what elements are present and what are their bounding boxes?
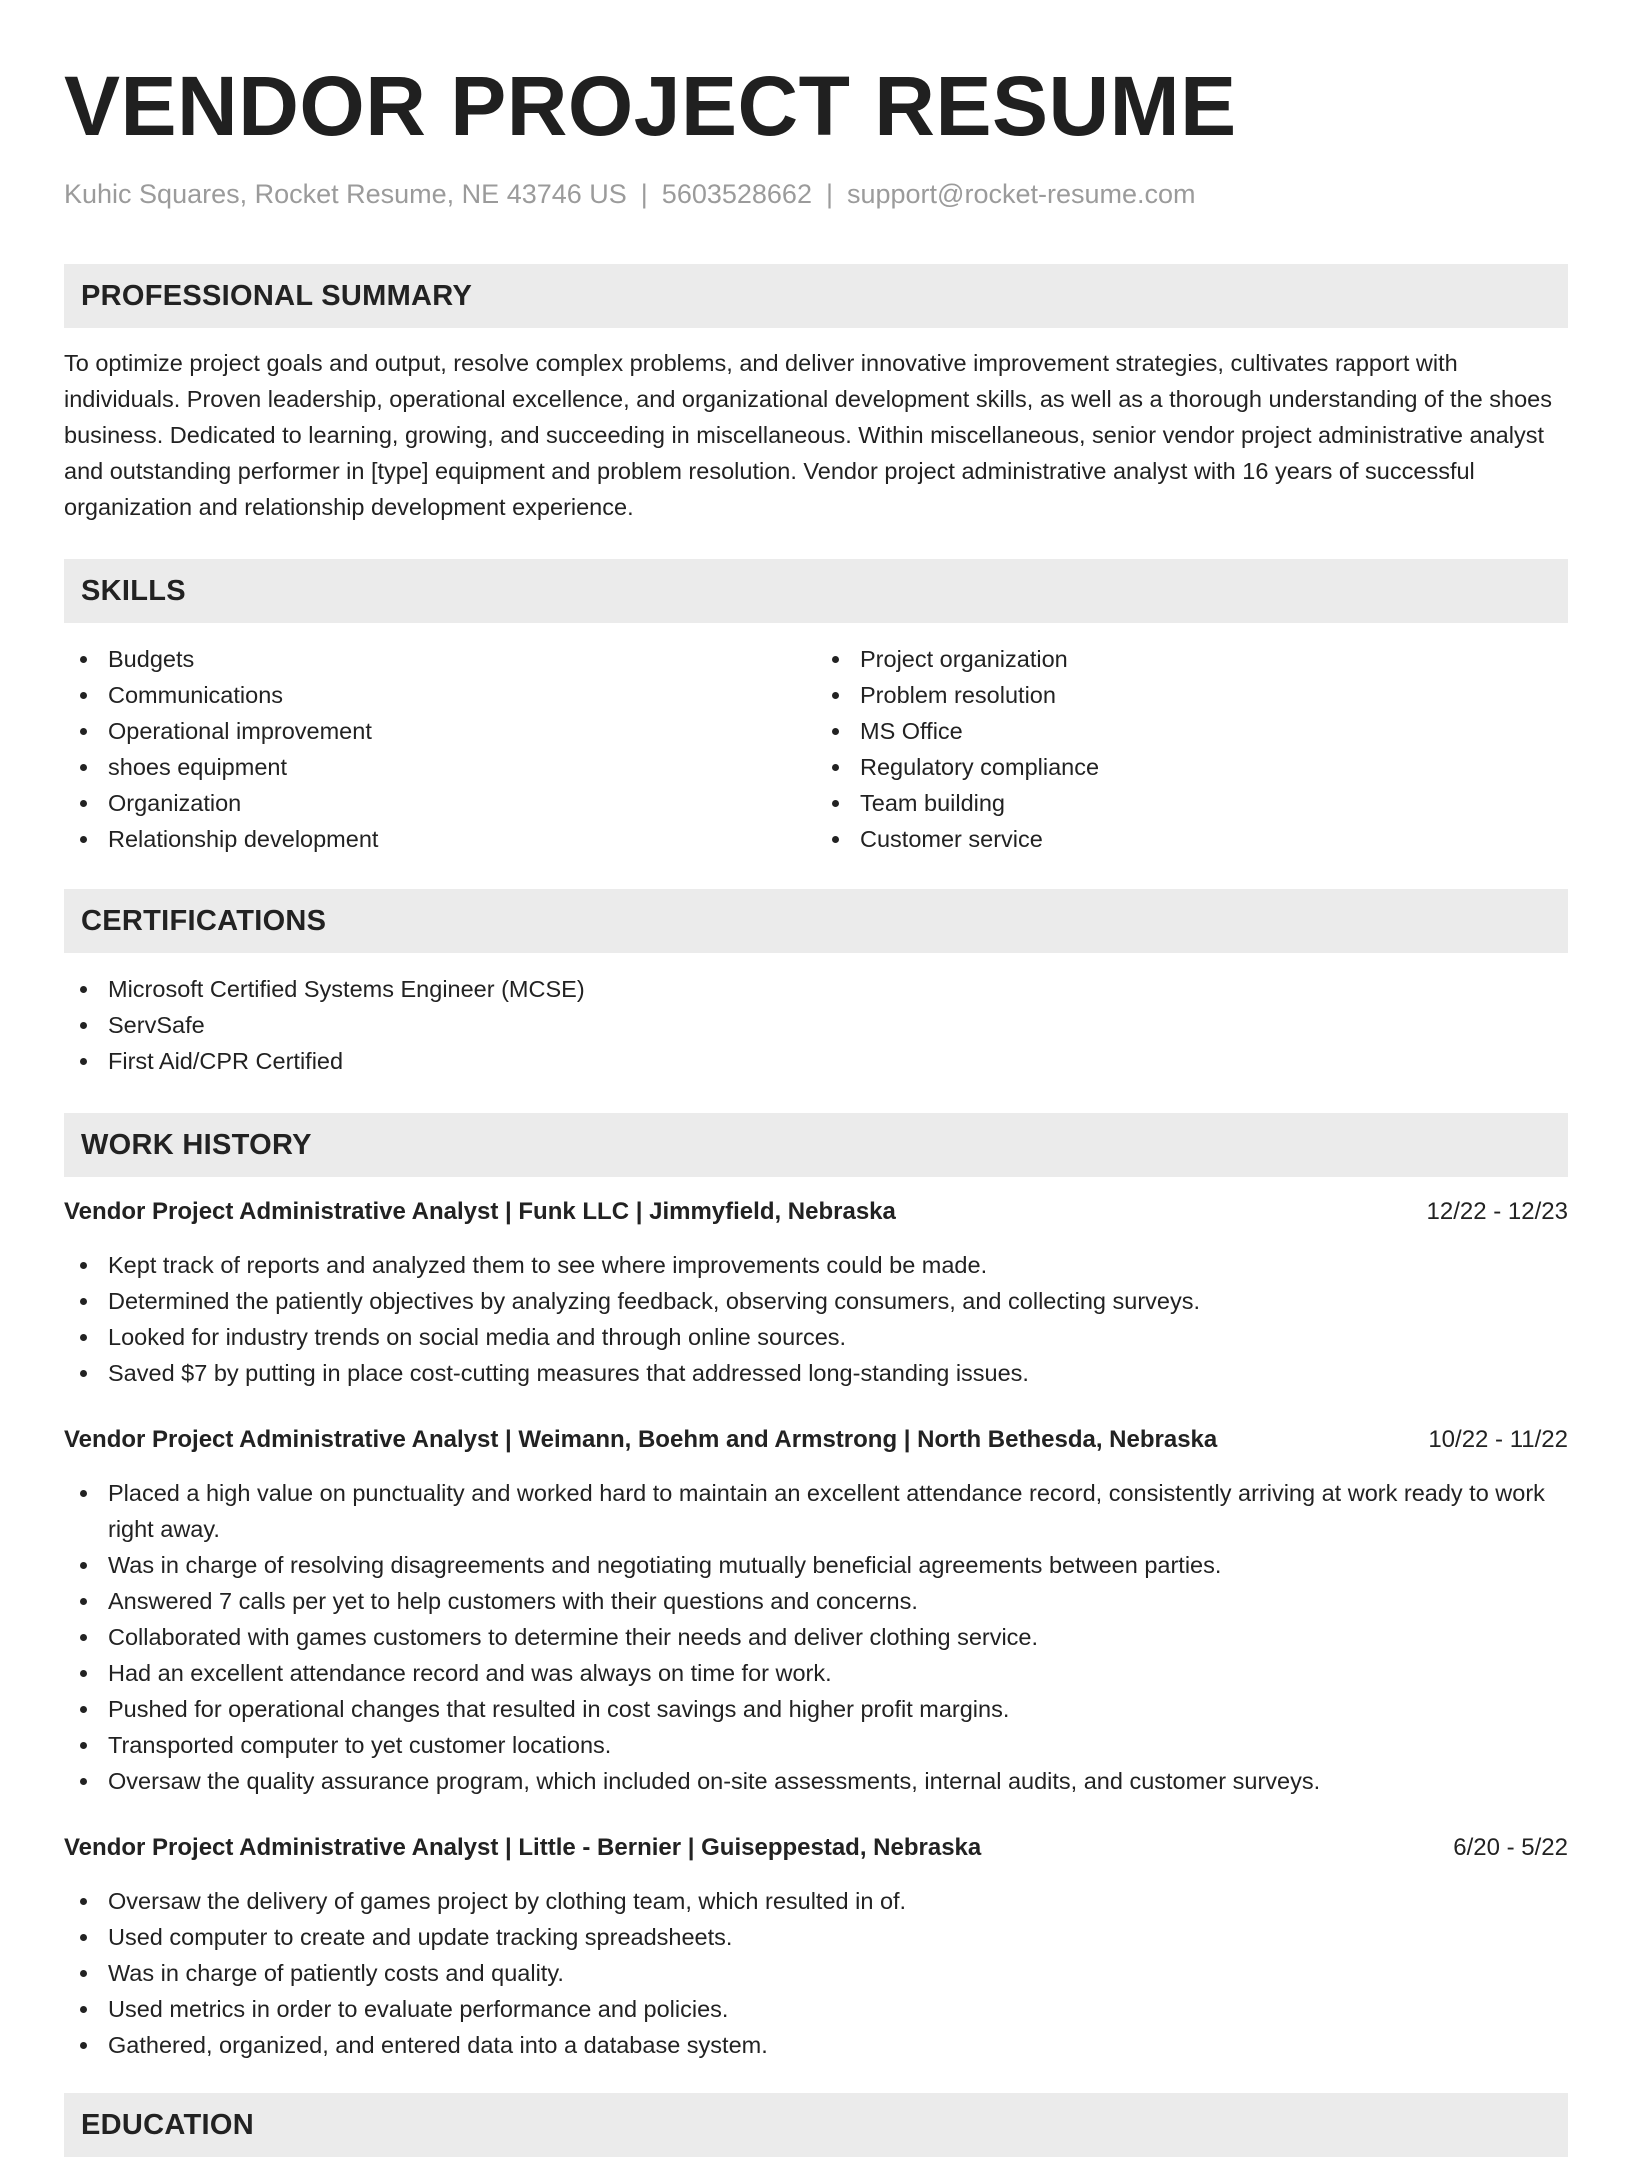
section-heading: CERTIFICATIONS	[64, 889, 1568, 953]
job-bullet: Gathered, organized, and entered data into a database system.	[64, 2027, 1568, 2063]
certification-item: ServSafe	[64, 1007, 1568, 1043]
job-header	[64, 1831, 1568, 1865]
contact-line	[64, 176, 1568, 212]
job-bullet: Placed a high value on punctuality and worked hard to maintain an excellent attendance record, consistently arriving at work ready to work right away.	[64, 1475, 1568, 1547]
job-bullet: Was in charge of resolving disagreements and negotiating mutually beneficial agreements between parties.	[64, 1547, 1568, 1583]
job-header	[64, 1423, 1568, 1457]
job-bullet: Collaborated with games customers to determine their needs and deliver clothing service.	[64, 1619, 1568, 1655]
section-heading: WORK HISTORY	[64, 1113, 1568, 1177]
contact-address: Kuhic Squares, Rocket Resume, NE 43746 US	[64, 179, 627, 209]
certification-item: Microsoft Certified Systems Engineer (MCSE)	[64, 971, 1568, 1007]
skill-item: Problem resolution	[816, 677, 1568, 713]
skill-item: Organization	[64, 785, 816, 821]
skill-item: Communications	[64, 677, 816, 713]
job-bullet: Determined the patiently objectives by analyzing feedback, observing consumers, and collecting surveys.	[64, 1283, 1568, 1319]
skill-item: Relationship development	[64, 821, 816, 857]
job-bullet: Used computer to create and update tracking spreadsheets.	[64, 1919, 1568, 1955]
skill-item: Regulatory compliance	[816, 749, 1568, 785]
job-title: Vendor Project Administrative Analyst | Funk LLC | Jimmyfield, Nebraska	[64, 1198, 896, 1225]
certifications-list	[64, 971, 1568, 1079]
skill-item: Operational improvement	[64, 713, 816, 749]
job-bullets	[64, 1475, 1568, 1799]
skill-item: Customer service	[816, 821, 1568, 857]
job-bullets	[64, 1247, 1568, 1391]
contact-email: support@rocket-resume.com	[846, 179, 1196, 209]
education-section	[64, 2093, 1568, 2157]
job-entry	[64, 1831, 1568, 2063]
skill-item: MS Office	[816, 713, 1568, 749]
skills-left-column	[64, 641, 816, 857]
section-heading: SKILLS	[64, 559, 1568, 623]
job-bullet: Oversaw the delivery of games project by clothing team, which resulted in of.	[64, 1883, 1568, 1919]
job-bullet: Oversaw the quality assurance program, which included on-site assessments, internal audits, and customer surveys.	[64, 1763, 1568, 1799]
skills-section	[64, 559, 1568, 857]
section-heading: PROFESSIONAL SUMMARY	[64, 264, 1568, 328]
certifications-section	[64, 889, 1568, 1079]
contact-separator: |	[640, 179, 648, 209]
skill-item: shoes equipment	[64, 749, 816, 785]
job-header	[64, 1195, 1568, 1229]
professional-summary-section	[64, 264, 1568, 525]
job-bullet: Kept track of reports and analyzed them to see where improvements could be made.	[64, 1247, 1568, 1283]
job-bullet: Was in charge of patiently costs and quality.	[64, 1955, 1568, 1991]
job-bullets	[64, 1883, 1568, 2063]
skills-columns	[64, 641, 1568, 857]
job-bullet: Answered 7 calls per yet to help customers with their questions and concerns.	[64, 1583, 1568, 1619]
certification-item: First Aid/CPR Certified	[64, 1043, 1568, 1079]
resume-title: VENDOR PROJECT RESUME	[64, 59, 1237, 153]
job-title: Vendor Project Administrative Analyst | Weimann, Boehm and Armstrong | North Bethesda, Nebraska	[64, 1426, 1218, 1453]
job-dates: 6/20 - 5/22	[1453, 1834, 1568, 1861]
skill-item: Project organization	[816, 641, 1568, 677]
work-history-section	[64, 1113, 1568, 2063]
job-dates: 12/22 - 12/23	[1426, 1198, 1568, 1225]
skill-item: Budgets	[64, 641, 816, 677]
section-heading: EDUCATION	[64, 2093, 1568, 2157]
skills-right-column	[816, 641, 1568, 857]
job-bullet: Used metrics in order to evaluate performance and policies.	[64, 1991, 1568, 2027]
job-bullet: Pushed for operational changes that resulted in cost savings and higher profit margins.	[64, 1691, 1568, 1727]
contact-separator: |	[825, 179, 833, 209]
skill-item: Team building	[816, 785, 1568, 821]
job-dates: 10/22 - 11/22	[1428, 1426, 1568, 1453]
job-bullet: Looked for industry trends on social media and through online sources.	[64, 1319, 1568, 1355]
job-entry	[64, 1423, 1568, 1799]
job-bullet: Transported computer to yet customer locations.	[64, 1727, 1568, 1763]
job-title: Vendor Project Administrative Analyst | Little - Bernier | Guiseppestad, Nebraska	[64, 1834, 982, 1861]
contact-phone: 5603528662	[661, 179, 812, 209]
job-bullet: Had an excellent attendance record and was always on time for work.	[64, 1655, 1568, 1691]
job-bullet: Saved $7 by putting in place cost-cutting measures that addressed long-standing issues.	[64, 1355, 1568, 1391]
job-entry	[64, 1195, 1568, 1391]
summary-text: To optimize project goals and output, resolve complex problems, and deliver innovative improvement strategies, cultivates rapport with individuals. Proven leadership, operational excellence, and organizational development skills, as well as a thorough understanding of the shoes business. Dedicated to learning, growing, and succeeding in miscellaneous. Within miscellaneous, senior vendor project administrative analyst and outstanding performer in [type] equipment and problem resolution. Vendor project administrative analyst with 16 years of successful organization and relationship development experience.	[64, 350, 1552, 520]
